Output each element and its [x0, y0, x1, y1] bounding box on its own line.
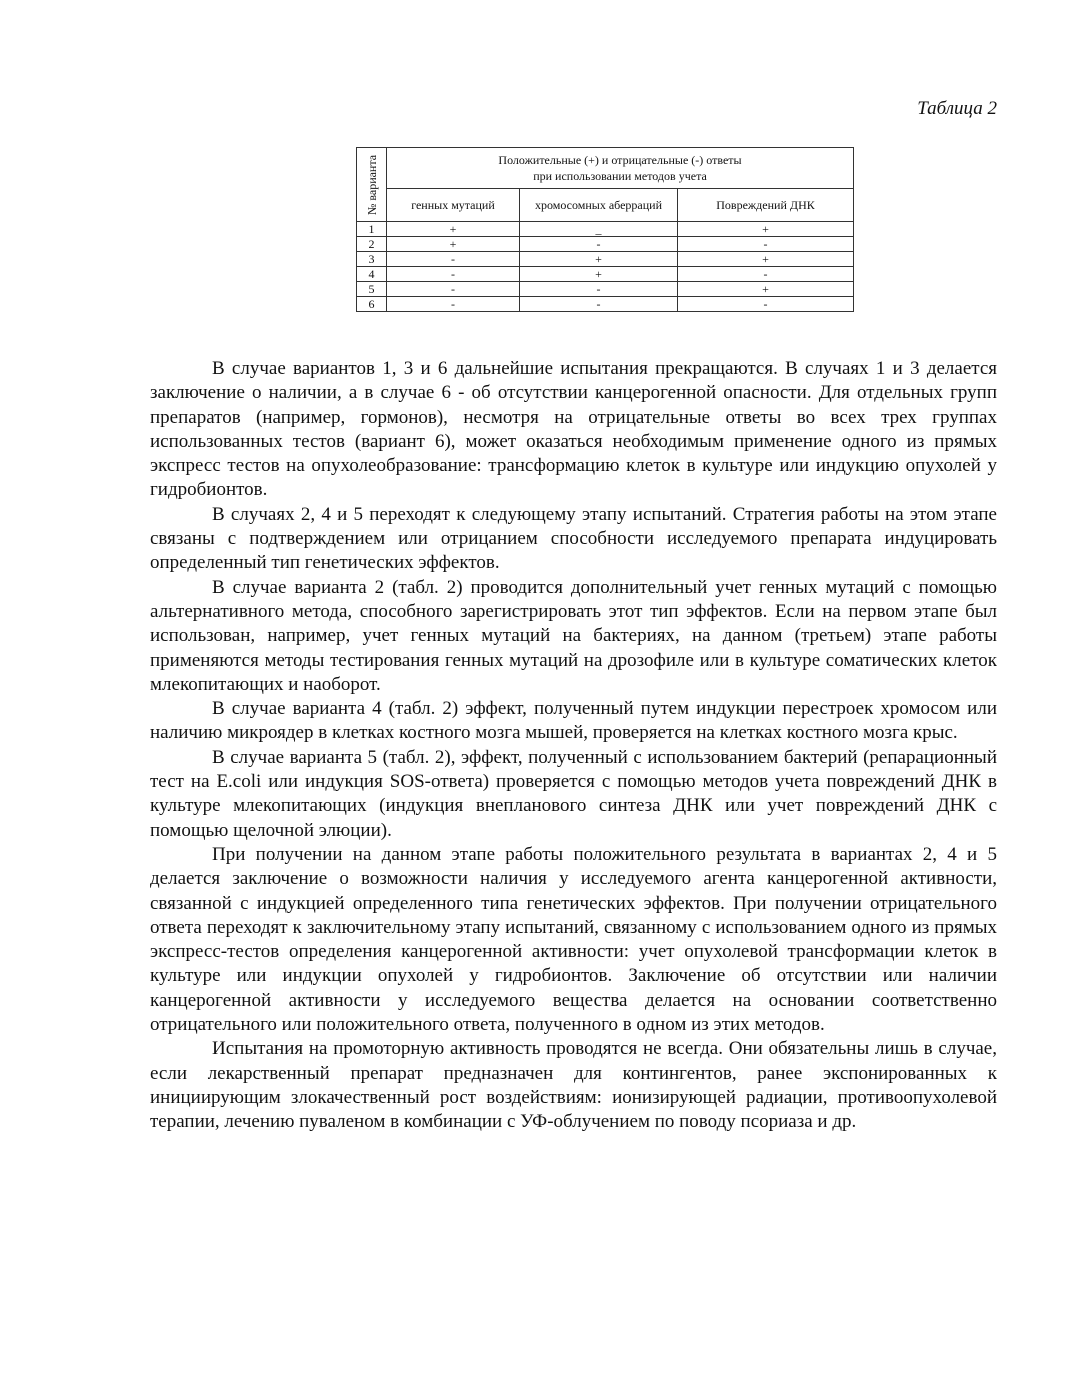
- table-cell: 1: [357, 222, 387, 237]
- table-cell: +: [520, 267, 678, 282]
- column-header-gene-mutations: генных мутаций: [387, 189, 520, 222]
- paragraph: Испытания на промоторную активность проводятся не всегда. Они обязательны лишь в случае, если лекарственный препарат предназначен для контингентов, ранее экспонированных к инициирующим злокачественный рост воздействиям: ионизирующей радиации, противоопухолевой терапии, лечению пуваленом в комбинации с УФ-облучением по поводу псориаза и др.: [150, 1038, 997, 1133]
- table-cell: -: [678, 267, 854, 282]
- table-row: [357, 222, 854, 237]
- table-caption: Таблица 2: [917, 98, 997, 119]
- column-header-dna-damage: Повреждений ДНК: [678, 189, 854, 222]
- table-cell: -: [520, 297, 678, 312]
- table-cell: -: [520, 282, 678, 297]
- table-cell: +: [678, 222, 854, 237]
- variant-number-header: № варианта: [357, 148, 387, 222]
- table-cell: 5: [357, 282, 387, 297]
- paragraph: При получении на данном этапе работы положительного результата в вариантах 2, 4 и 5 делается заключение о возможности наличия у исследуемого агента канцерогенной активности, связанной с индукцией определенного типа генетических эффектов. При получении отрицательного ответа переходят к заключительному этапу испытаний, связанному с использованием одного из прямых экспресс-тестов определения канцерогенной активности: учет опухолевой трансформации клеток в культуре или индукции опухолей у гидробионтов. Заключение об отсутствии или наличии канцерогенной активности у исследуемого вещества делается на основании соответственно отрицательного или положительного ответа, полученного в одном из этих методов.: [150, 843, 997, 1036]
- table-cell: +: [387, 237, 520, 252]
- table-row: [357, 237, 854, 252]
- table-cell: +: [520, 252, 678, 267]
- table-cell: -: [678, 237, 854, 252]
- table-cell: -: [387, 282, 520, 297]
- table-cell: +: [678, 282, 854, 297]
- paragraph: В случае варианта 4 (табл. 2) эффект, полученный путем индукции перестроек хромосом или наличию микроядер в клетках костного мозга мышей, проверяется на клетках костного мозга крыс.: [150, 698, 997, 744]
- table-row: [357, 297, 854, 312]
- table-row: [357, 282, 854, 297]
- table-cell: -: [520, 237, 678, 252]
- table-cell: -: [678, 297, 854, 312]
- paragraph: В случае варианта 2 (табл. 2) проводится дополнительный учет генных мутаций с помощью альтернативного метода, способного зарегистрировать этот тип эффектов. Если на первом этапе был использован, например, учет генных мутаций на бактериях, на данном (третьем) этапе работы применяются методы тестирования генных мутаций на дрозофиле или в культуре соматических клеток млекопитающих и наоборот.: [150, 576, 997, 695]
- table-header-row: [357, 148, 854, 189]
- table-subheader-row: [357, 189, 854, 222]
- table-cell: +: [678, 252, 854, 267]
- table-cell: +: [387, 222, 520, 237]
- table-cell: _: [520, 222, 678, 237]
- table-cell: 4: [357, 267, 387, 282]
- table-cell: 3: [357, 252, 387, 267]
- column-header-chromosome-aberrations: хромосомных аберраций: [520, 189, 678, 222]
- table-cell: 6: [357, 297, 387, 312]
- results-table: [356, 147, 854, 312]
- table-cell: -: [387, 297, 520, 312]
- paragraph: В случае варианта 5 (табл. 2), эффект, полученный с использованием бактерий (репарационный тест на E.coli или индукция SOS-ответа) проверяется с помощью методов учета повреждений ДНК в культуре млекопитающих (индукция внепланового синтеза ДНК или учет повреждений ДНК с помощью щелочной элюции).: [150, 746, 997, 841]
- body-text: [150, 357, 997, 1135]
- table-cell: -: [387, 267, 520, 282]
- table-cell: -: [387, 252, 520, 267]
- table-cell: 2: [357, 237, 387, 252]
- table-row: [357, 252, 854, 267]
- paragraph: В случае вариантов 1, 3 и 6 дальнейшие испытания прекращаются. В случаях 1 и 3 делается заключение о наличии, а в случае 6 - об отсутствии канцерогенной опасности. Для отдельных групп препаратов (например, гормонов), несмотря на отрицательные ответы во всех трех группах использованных тестов (вариант 6), может оказаться необходимым применение одного из прямых экспресс тестов на опухолеобразование: трансформацию клеток в культуре или индукцию опухолей у гидробионтов.: [150, 358, 997, 501]
- responses-group-header: Положительные (+) и отрицательные (-) ответы при использовании методов учета: [387, 148, 854, 189]
- paragraph: В случаях 2, 4 и 5 переходят к следующему этапу испытаний. Стратегия работы на этом этапе связаны с подтверждением или отрицанием способности исследуемого препарата индуцировать определенный тип генетических эффектов.: [150, 503, 997, 574]
- table-row: [357, 267, 854, 282]
